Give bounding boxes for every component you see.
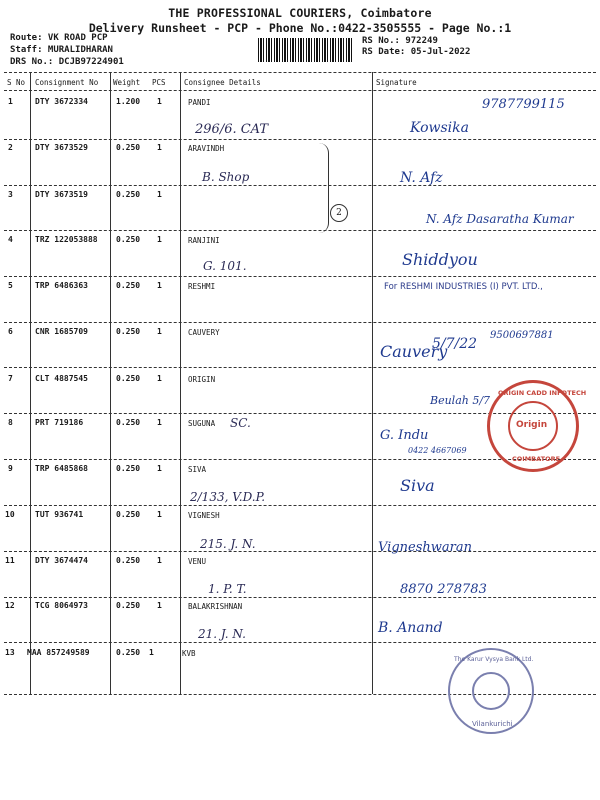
row-sno: 12 (5, 601, 15, 610)
row-pcs: 1 (157, 143, 162, 152)
row-consignment: DTY 3672334 (35, 97, 88, 106)
row-pcs: 1 (157, 464, 162, 473)
row-pcs: 1 (157, 281, 162, 290)
row-consignee: ARAVINDH (188, 144, 225, 153)
signature: Shiddyou (402, 250, 478, 269)
row-consignment: CLT 4887545 (35, 374, 88, 383)
handwritten-address: B. Shop (202, 170, 250, 184)
row-rule (4, 276, 596, 277)
signature-phone: 9787799115 (482, 97, 565, 112)
company-stamp-text: For RESHMI INDUSTRIES (I) PVT. LTD., (384, 282, 543, 292)
row-weight: 0.250 (116, 510, 141, 519)
col-consignment: Consignment No (35, 78, 99, 87)
circled-count: 2 (330, 204, 348, 222)
col-pcs: PCS (152, 78, 166, 87)
row-consignee: CAUVERY (188, 328, 220, 337)
column-divider (110, 72, 111, 694)
row-sno: 7 (8, 374, 13, 383)
handwritten-address: G. 101. (203, 259, 247, 273)
signature-phone: 9500697881 (490, 330, 554, 341)
row-sno: 2 (8, 143, 13, 152)
bank-seal: The Karur Vysya Bank Ltd. Vilankurichi (448, 648, 534, 734)
column-divider (30, 72, 31, 694)
handwritten-note: SC. (230, 416, 251, 430)
row-sno: 6 (8, 327, 13, 336)
row-pcs: 1 (157, 510, 162, 519)
handwritten-address: 215. J. N. (200, 537, 256, 551)
row-weight: 0.250 (116, 648, 141, 657)
signature: G. Indu (380, 428, 429, 443)
row-pcs: 1 (157, 190, 162, 199)
row-consignment: TUT 936741 (35, 510, 84, 519)
bracket-mark (318, 143, 329, 233)
row-sno: 9 (8, 464, 13, 473)
rs-date: RS Date: 05-Jul-2022 (362, 47, 471, 57)
row-sno: 11 (5, 556, 15, 565)
row-sno: 1 (8, 97, 13, 106)
row-rule (4, 139, 596, 140)
signature: Kowsika (410, 120, 469, 136)
row-consignee: BALAKRISHNAN (188, 602, 243, 611)
row-consignment: CNR 1685709 (35, 327, 88, 336)
drs-number: DRS No.: DCJB97224901 (10, 57, 124, 67)
signature: Siva (400, 476, 435, 495)
row-consignment: TRP 6485868 (35, 464, 88, 473)
row-weight: 1.200 (116, 97, 141, 106)
company-seal: ORIGIN CADD INFOTECH Origin COIMBATORE (487, 380, 579, 472)
row-rule (4, 185, 596, 186)
row-consignee: VIGNESH (188, 511, 220, 520)
row-weight: 0.250 (116, 235, 141, 244)
runsheet-subtitle: Delivery Runsheet - PCP - Phone No.:0422-3505555 - Page No.:1 (88, 21, 512, 35)
row-consignment: DTY 3674474 (35, 556, 88, 565)
row-rule (4, 367, 596, 368)
rs-number: RS No.: 972249 (362, 36, 438, 46)
row-consignee: RESHMI (188, 282, 216, 291)
signature: Beulah 5/7 (430, 394, 491, 407)
signature: N. Afz (400, 170, 443, 186)
table-top-rule (4, 72, 596, 73)
handwritten-address: 21. J. N. (198, 627, 246, 641)
row-sno: 4 (8, 235, 13, 244)
row-pcs: 1 (157, 556, 162, 565)
column-divider (180, 72, 181, 694)
signature: Cauvery (380, 342, 448, 361)
row-weight: 0.250 (116, 190, 141, 199)
row-rule (4, 505, 596, 506)
row-weight: 0.250 (116, 143, 141, 152)
row-pcs: 1 (157, 418, 162, 427)
row-weight: 0.250 (116, 601, 141, 610)
row-pcs: 1 (157, 327, 162, 336)
row-pcs: 1 (157, 97, 162, 106)
row-weight: 0.250 (116, 374, 141, 383)
row-weight: 0.250 (116, 556, 141, 565)
row-weight: 0.250 (116, 418, 141, 427)
col-consignee: Consignee Details (184, 78, 261, 87)
row-pcs: 1 (157, 601, 162, 610)
column-divider (372, 72, 373, 694)
handwritten-address: 1. P. T. (208, 582, 247, 596)
row-consignment: TRP 6486363 (35, 281, 88, 290)
row-pcs: 1 (157, 235, 162, 244)
row-rule (4, 230, 596, 231)
row-sno: 8 (8, 418, 13, 427)
row-weight: 0.250 (116, 327, 141, 336)
row-rule (4, 642, 596, 643)
row-pcs: 1 (157, 374, 162, 383)
row-consignment: DTY 3673519 (35, 190, 88, 199)
signature: B. Anand (378, 620, 443, 636)
col-weight: Weight (113, 78, 141, 87)
signature: N. Afz Dasaratha Kumar (426, 212, 574, 226)
row-consignment: TRZ 122053888 (35, 235, 98, 244)
row-consignment: MAA 857249589 (27, 648, 90, 657)
handwritten-address: 296/6. CAT (195, 122, 269, 137)
col-signature: Signature (376, 78, 417, 87)
row-consignee: ORIGIN (188, 375, 216, 384)
row-consignee: KVB (182, 649, 196, 658)
barcode (258, 38, 354, 62)
row-consignee: RANJINI (188, 236, 220, 245)
row-pcs: 1 (149, 648, 154, 657)
signature-phone: 8870 278783 (400, 582, 487, 597)
row-consignment: PRT 719186 (35, 418, 84, 427)
row-weight: 0.250 (116, 281, 141, 290)
signature-phone: 0422 4667069 (408, 446, 467, 455)
row-sno: 13 (5, 648, 15, 657)
signature-date: 5/7/22 (432, 336, 478, 352)
row-sno: 10 (5, 510, 15, 519)
row-sno: 3 (8, 190, 13, 199)
row-rule (4, 597, 596, 598)
company-title: THE PROFESSIONAL COURIERS, Coimbatore (168, 6, 432, 20)
handwritten-address: 2/133, V.D.P. (190, 490, 266, 504)
row-consignee: VENU (188, 557, 207, 566)
route-label: Route: VK ROAD PCP (10, 33, 108, 43)
row-rule (4, 551, 596, 552)
signature: Vigneshwaran (378, 540, 472, 555)
col-sno: S No (7, 78, 26, 87)
row-weight: 0.250 (116, 464, 141, 473)
row-consignee: SUGUNA (188, 419, 216, 428)
row-consignee: PANDI (188, 98, 211, 107)
row-sno: 5 (8, 281, 13, 290)
row-consignment: DTY 3673529 (35, 143, 88, 152)
staff-label: Staff: MURALIDHARAN (10, 45, 113, 55)
header-rule (4, 90, 596, 91)
row-consignment: TCG 8064973 (35, 601, 88, 610)
row-rule (4, 322, 596, 323)
row-consignee: SIVA (188, 465, 207, 474)
